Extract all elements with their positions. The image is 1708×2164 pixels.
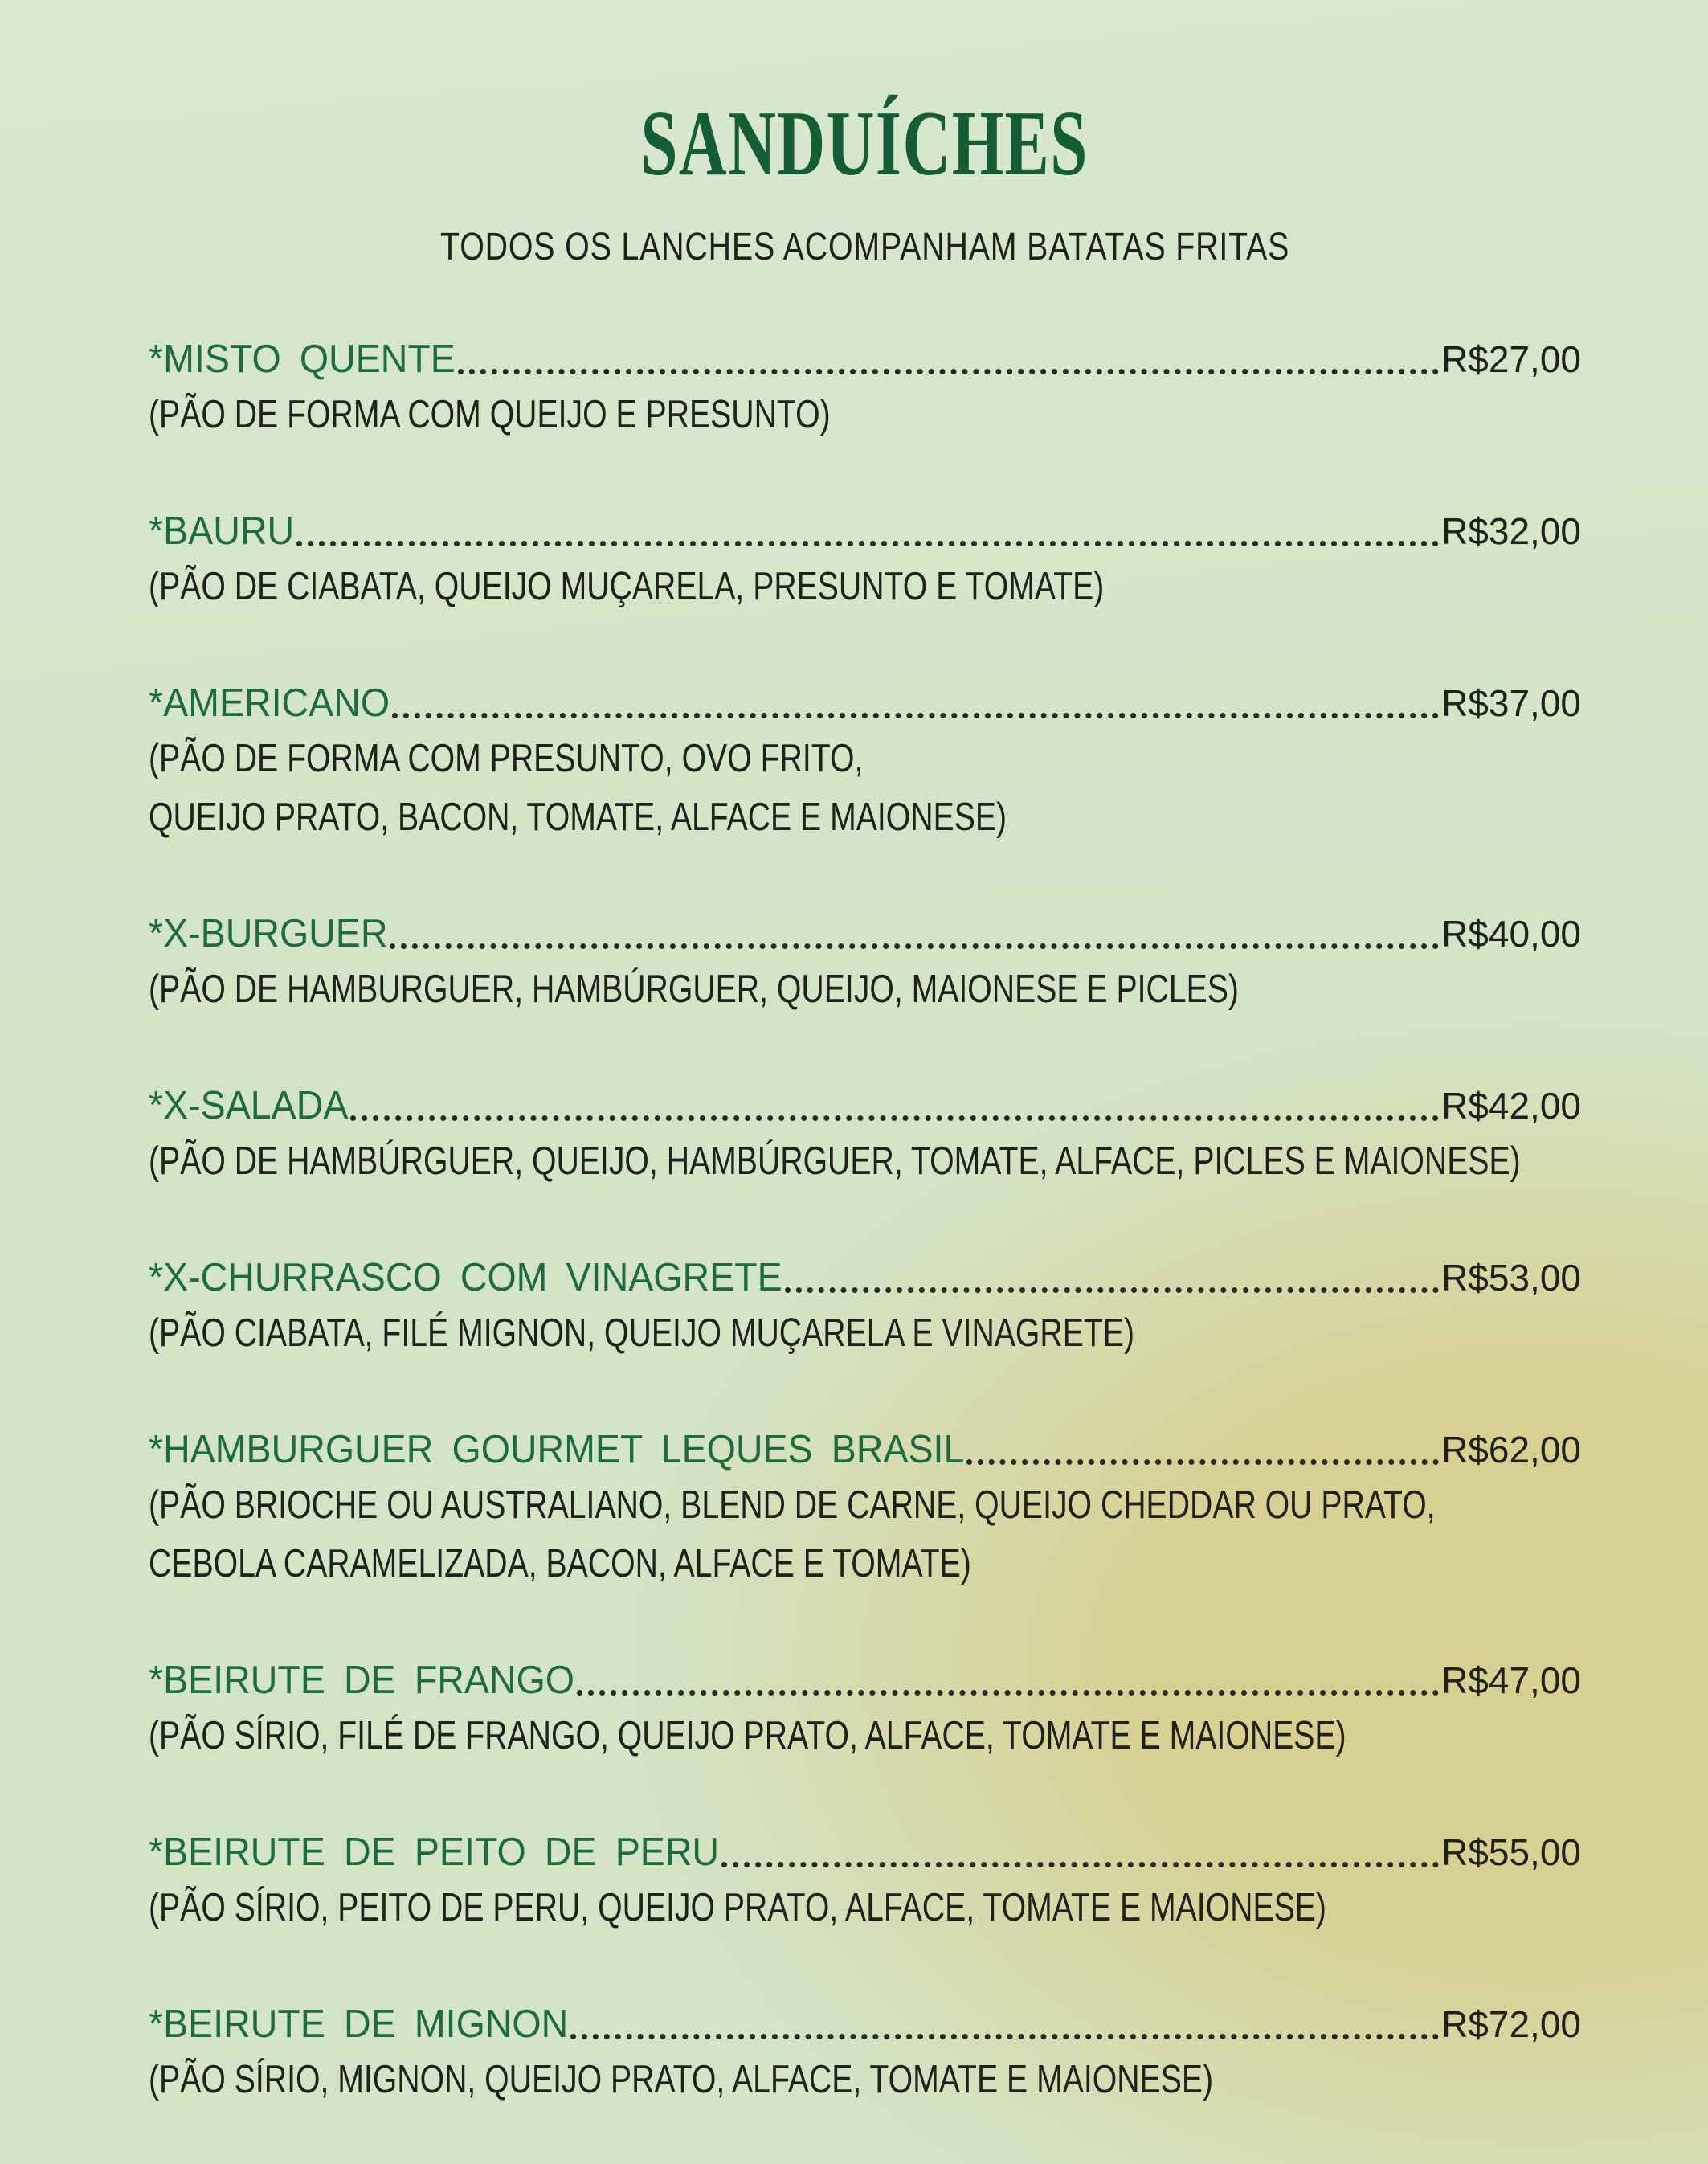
- dotted-leader: [296, 541, 1439, 546]
- menu-items: [149, 336, 1581, 2109]
- menu-item-description: [149, 730, 1581, 847]
- menu-item-description-line: (PÃO DE FORMA COM PRESUNTO, OVO FRITO,: [149, 737, 864, 780]
- menu-item-description-line: (PÃO DE HAMBURGUER, HAMBÚRGUER, QUEIJO, MAIONESE E PICLES): [149, 967, 1239, 1011]
- menu-item-name: *X-BURGUER: [149, 912, 388, 955]
- menu-item-row: [149, 680, 1581, 726]
- dotted-leader: [577, 1690, 1439, 1696]
- menu-item-row: [149, 1426, 1581, 1473]
- menu-item-name: *BEIRUTE DE PEITO DE PERU: [149, 1831, 720, 1874]
- menu-item-name: *BEIRUTE DE FRANGO: [149, 1659, 575, 1702]
- dotted-leader: [392, 713, 1439, 718]
- menu-item-description: [149, 1707, 1581, 1765]
- menu-item-row: [149, 1254, 1581, 1301]
- page-subtitle: [149, 228, 1581, 267]
- menu-item-name: *X-CHURRASCO COM VINAGRETE: [149, 1256, 782, 1299]
- menu-item-description-line: (PÃO DE HAMBÚRGUER, QUEIJO, HAMBÚRGUER, TOMATE, ALFACE, PICLES E MAIONESE): [149, 1139, 1521, 1183]
- menu-item-row: [149, 1082, 1581, 1129]
- menu-item-description: [149, 960, 1581, 1019]
- menu-item-price: R$42,00: [1441, 1085, 1581, 1127]
- menu-item-description: [149, 2051, 1581, 2109]
- menu-item: [149, 1426, 1581, 1593]
- menu-item-description: [149, 1879, 1581, 1937]
- menu-item-description: [149, 1476, 1581, 1593]
- menu-item-description-line: (PÃO SÍRIO, MIGNON, QUEIJO PRATO, ALFACE, TOMATE E MAIONESE): [149, 2058, 1214, 2101]
- menu-item-description-line: (PÃO DE CIABATA, QUEIJO MUÇARELA, PRESUNTO E TOMATE): [149, 565, 1105, 608]
- menu-item: [149, 1082, 1581, 1191]
- menu-item-name: *BAURU: [149, 509, 295, 553]
- menu-item: [149, 336, 1581, 444]
- menu-item: [149, 2001, 1581, 2109]
- menu-item-name: *HAMBURGUER GOURMET LEQUES BRASIL: [149, 1428, 965, 1471]
- menu-item-description-line: (PÃO SÍRIO, FILÉ DE FRANGO, QUEIJO PRATO, ALFACE, TOMATE E MAIONESE): [149, 1714, 1346, 1757]
- menu-item-row: [149, 508, 1581, 554]
- menu-item-description-line: (PÃO DE FORMA COM QUEIJO E PRESUNTO): [149, 393, 831, 436]
- dotted-leader: [350, 1115, 1439, 1121]
- page-title: [149, 92, 1581, 194]
- menu-item-price: R$47,00: [1441, 1659, 1581, 1701]
- menu-item-description-line: QUEIJO PRATO, BACON, TOMATE, ALFACE E MAIONESE): [149, 796, 1007, 839]
- menu-item-description-line: (PÃO CIABATA, FILÉ MIGNON, QUEIJO MUÇARELA E VINAGRETE): [149, 1311, 1135, 1355]
- menu-item-description-line: (PÃO BRIOCHE OU AUSTRALIANO, BLEND DE CARNE, QUEIJO CHEDDAR OU PRATO,: [149, 1483, 1436, 1527]
- menu-item-price: R$27,00: [1441, 338, 1581, 380]
- page-subtitle-text: TODOS OS LANCHES ACOMPANHAM BATATAS FRITAS: [439, 226, 1290, 268]
- menu-item: [149, 508, 1581, 616]
- menu-item-price: R$62,00: [1441, 1429, 1581, 1471]
- menu-item-name: *X-SALADA: [149, 1084, 349, 1127]
- menu-item: [149, 910, 1581, 1019]
- menu-item-price: R$53,00: [1441, 1257, 1581, 1299]
- menu-item: [149, 1657, 1581, 1765]
- menu-item: [149, 1829, 1581, 1937]
- menu-item-description: [149, 1132, 1581, 1191]
- dotted-leader: [721, 1862, 1439, 1867]
- menu-item-price: R$72,00: [1441, 2003, 1581, 2045]
- menu-item: [149, 680, 1581, 847]
- menu-item-name: *AMERICANO: [149, 681, 390, 725]
- menu-item-description-line: (PÃO SÍRIO, PEITO DE PERU, QUEIJO PRATO, ALFACE, TOMATE E MAIONESE): [149, 1886, 1326, 1929]
- dotted-leader: [390, 943, 1439, 949]
- dotted-leader: [458, 369, 1439, 374]
- menu-item-description: [149, 386, 1581, 444]
- menu-item-row: [149, 2001, 1581, 2047]
- menu-item: [149, 1254, 1581, 1363]
- dotted-leader: [785, 1287, 1439, 1293]
- page-title-text: SANDUÍCHES: [640, 92, 1089, 194]
- menu-item-price: R$40,00: [1441, 913, 1581, 955]
- menu-item-description-line: CEBOLA CARAMELIZADA, BACON, ALFACE E TOMATE): [149, 1542, 971, 1585]
- menu-item-name: *BEIRUTE DE MIGNON: [149, 2002, 569, 2046]
- menu-item-price: R$32,00: [1441, 510, 1581, 552]
- dotted-leader: [966, 1459, 1439, 1465]
- menu-item-description: [149, 558, 1581, 616]
- menu-item-description: [149, 1304, 1581, 1363]
- menu-item-name: *MISTO QUENTE: [149, 337, 456, 381]
- menu-item-price: R$55,00: [1441, 1831, 1581, 1873]
- menu-item-row: [149, 1829, 1581, 1876]
- menu-item-row: [149, 336, 1581, 382]
- menu-item-price: R$37,00: [1441, 682, 1581, 724]
- menu-item-row: [149, 910, 1581, 957]
- menu-item-row: [149, 1657, 1581, 1704]
- dotted-leader: [570, 2034, 1439, 2039]
